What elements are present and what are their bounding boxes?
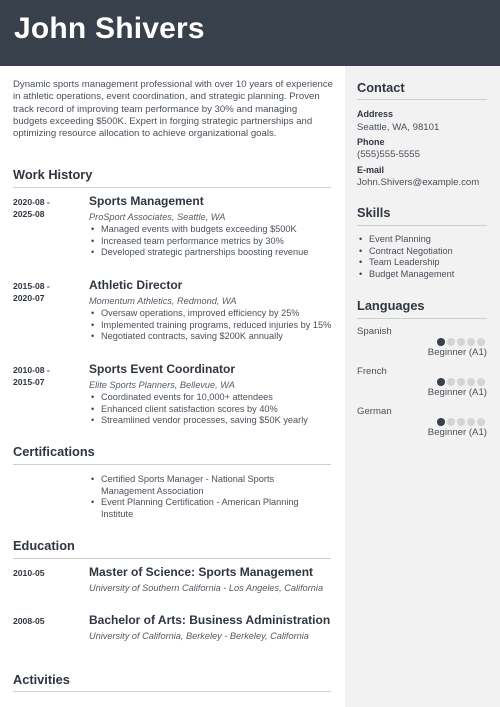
section-divider	[357, 318, 487, 319]
language-rating	[437, 378, 485, 386]
section-divider	[13, 558, 331, 559]
skill-item: • Event Planning	[357, 234, 492, 246]
entry-date: 2010-05	[13, 568, 45, 578]
rating-dot-empty	[447, 378, 455, 386]
achievement-list	[89, 308, 335, 343]
address-label: Address	[357, 109, 394, 119]
achievement-item: • Increased team performance metrics by 30%	[89, 236, 335, 248]
section-divider	[13, 691, 331, 692]
achievement-item: • Oversaw operations, improved efficiency by 25%	[89, 308, 335, 320]
rating-dot-filled	[437, 418, 445, 426]
language-rating	[437, 338, 485, 346]
sidebar	[345, 66, 500, 707]
candidate-name: John Shivers	[14, 12, 205, 45]
certifications-heading: Certifications	[13, 444, 95, 459]
phone-label: Phone	[357, 137, 385, 147]
entry-date: 2015-08 - 2020-07	[13, 281, 50, 303]
entry-date: 2020-08 - 2025-08	[13, 197, 50, 219]
education-heading: Education	[13, 538, 75, 553]
achievement-item: • Developed strategic partnerships boosting revenue	[89, 247, 335, 259]
employer: Elite Sports Planners, Bellevue, WA	[89, 380, 235, 390]
email-label: E-mail	[357, 165, 385, 175]
rating-dot-empty	[467, 418, 475, 426]
language-name: Spanish	[357, 326, 392, 337]
degree: Master of Science: Sports Management	[89, 565, 314, 579]
achievement-item: • Coordinated events for 10,000+ attendees	[89, 392, 335, 404]
certification-item: • Certified Sports Manager - National Sports Management Association	[89, 474, 329, 497]
certification-list	[89, 474, 329, 520]
skill-list	[357, 234, 492, 280]
main-column	[0, 66, 345, 707]
language-rating	[437, 418, 485, 426]
degree: Bachelor of Arts: Business Administration	[89, 613, 331, 627]
contact-heading: Contact	[357, 80, 405, 95]
section-divider	[357, 225, 487, 226]
section-divider	[357, 99, 487, 100]
language-level: Beginner (A1)	[427, 347, 487, 358]
rating-dot-empty	[467, 378, 475, 386]
activities-heading: Activities	[13, 672, 70, 687]
entry-date: 2008-05	[13, 616, 45, 626]
employer: Momentum Athletics, Redmond, WA	[89, 296, 237, 306]
job-title: Sports Event Coordinator	[89, 362, 236, 376]
achievement-item: • Managed events with budgets exceeding $500K	[89, 224, 335, 236]
rating-dot-empty	[477, 338, 485, 346]
achievement-list	[89, 224, 335, 259]
entry-date: 2010-08 - 2015-07	[13, 365, 50, 387]
rating-dot-filled	[437, 378, 445, 386]
rating-dot-empty	[457, 418, 465, 426]
skill-item: • Team Leadership	[357, 257, 492, 269]
achievement-item: • Implemented training programs, reduced injuries by 15%	[89, 320, 335, 332]
rating-dot-empty	[447, 338, 455, 346]
rating-dot-empty	[457, 338, 465, 346]
phone-value: (555)555-5555	[357, 149, 420, 160]
rating-dot-empty	[467, 338, 475, 346]
section-divider	[13, 187, 331, 188]
rating-dot-empty	[457, 378, 465, 386]
section-divider	[13, 464, 331, 465]
rating-dot-empty	[447, 418, 455, 426]
address-value: Seattle, WA, 98101	[357, 122, 440, 133]
achievement-item: • Enhanced client satisfaction scores by 40%	[89, 404, 335, 416]
professional-summary: Dynamic sports management professional with over 10 years of experience in athletic operations, event coordination, and strategic planning. Proven track record of improving team performance by 30% and managing budgets exceeding $500K. Expert in forging strategic partnerships and optimizing resource allocation to achieve organizational goals.	[13, 79, 333, 140]
job-title: Athletic Director	[89, 278, 183, 292]
language-level: Beginner (A1)	[427, 427, 487, 438]
language-name: German	[357, 406, 392, 417]
certification-item: • Event Planning Certification - American Planning Institute	[89, 497, 329, 520]
rating-dot-empty	[477, 378, 485, 386]
school: University of California, Berkeley - Berkeley, California	[89, 631, 309, 641]
skill-item: • Budget Management	[357, 269, 492, 281]
achievement-item: • Negotiated contracts, saving $200K annually	[89, 331, 335, 343]
language-name: French	[357, 366, 387, 377]
rating-dot-empty	[477, 418, 485, 426]
rating-dot-filled	[437, 338, 445, 346]
employer: ProSport Associates, Seattle, WA	[89, 212, 226, 222]
school: University of Southern California - Los Angeles, California	[89, 583, 324, 593]
resume-header	[0, 0, 500, 66]
skills-heading: Skills	[357, 205, 391, 220]
email-value: John.Shivers@example.com	[357, 177, 480, 188]
job-title: Sports Management	[89, 194, 204, 208]
languages-heading: Languages	[357, 298, 425, 313]
language-level: Beginner (A1)	[427, 387, 487, 398]
skill-item: • Contract Negotiation	[357, 246, 492, 258]
achievement-item: • Streamlined vendor processes, saving $50K yearly	[89, 415, 335, 427]
achievement-list	[89, 392, 335, 427]
work-history-heading: Work History	[13, 167, 93, 182]
